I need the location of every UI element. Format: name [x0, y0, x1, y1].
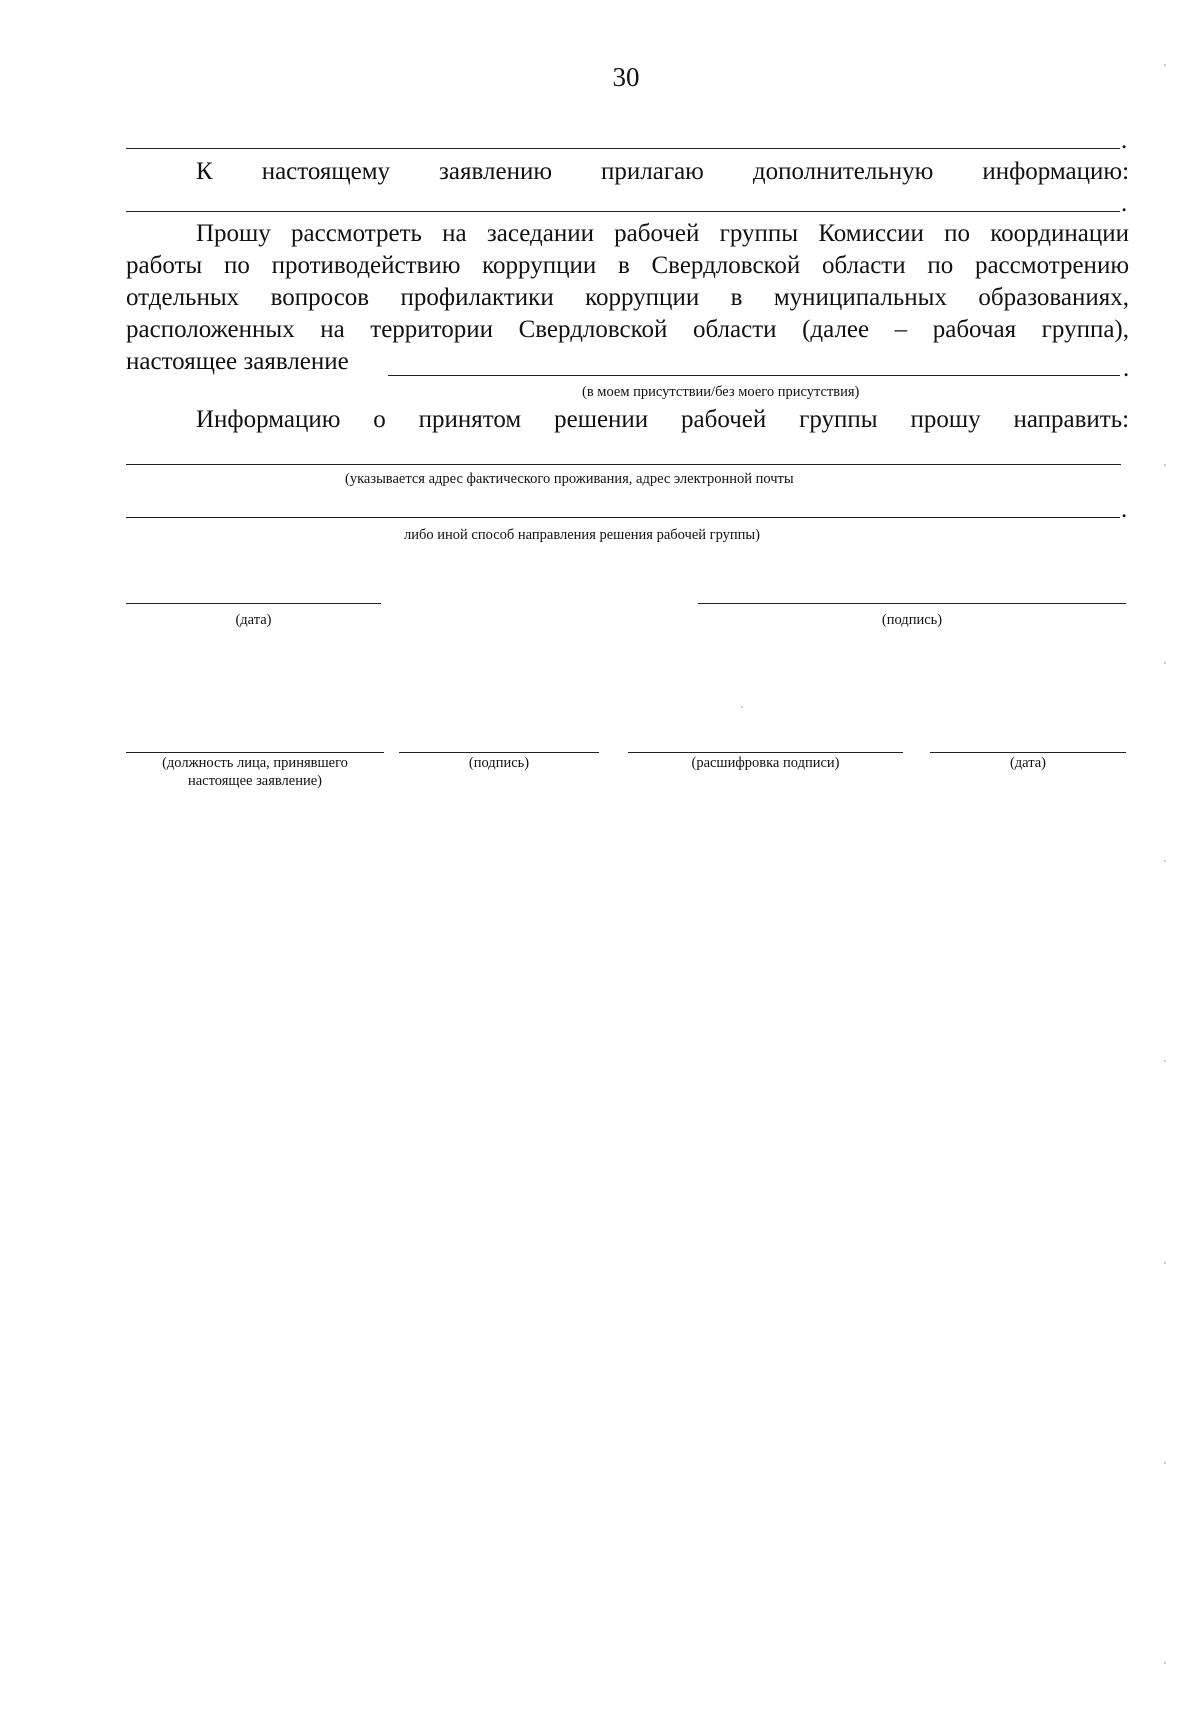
- decryption-caption: (расшифровка подписи): [691, 755, 840, 771]
- decision-word: рабочей: [681, 406, 767, 433]
- scan-speck: [1164, 1462, 1166, 1464]
- official-signature-blank-line: [399, 752, 599, 753]
- attachment-line: [196, 156, 1129, 188]
- line-end-period: .: [1123, 355, 1130, 382]
- decryption-blank-line: [628, 752, 903, 753]
- request-last-line: настоящее заявление: [126, 348, 349, 375]
- attachment-word: дополнительную: [752, 158, 934, 185]
- scan-speck: [1164, 1060, 1166, 1062]
- date-blank-line: [126, 603, 381, 604]
- decision-word: группы: [799, 406, 878, 433]
- attachment-word: информацию:: [982, 158, 1130, 185]
- page-number: 30: [612, 62, 640, 92]
- decision-info-line: [196, 404, 1129, 436]
- scan-speck: [1164, 64, 1166, 66]
- request-line: работы по противодействию коррупции в Свердловской области по рассмотрению: [126, 252, 1129, 279]
- official-signature-caption: (подпись): [468, 755, 530, 771]
- signature-caption: (подпись): [881, 612, 943, 628]
- signature-blank-line: [698, 603, 1126, 604]
- position-caption-line: (должность лица, принявшего: [162, 755, 348, 771]
- presence-blank-line: [388, 375, 1120, 376]
- decision-word: о: [373, 406, 386, 433]
- request-paragraph: [126, 218, 1129, 346]
- attachment-word: прилагаю: [601, 158, 704, 185]
- scan-speck: [1164, 662, 1166, 664]
- position-caption: [126, 754, 384, 790]
- official-date-caption: (дата): [1009, 755, 1047, 771]
- scan-speck: [1164, 1262, 1166, 1264]
- attachment-word: К: [196, 158, 213, 185]
- line-end-period: .: [1121, 127, 1128, 154]
- position-blank-line: [126, 752, 384, 753]
- scan-speck: [1164, 860, 1166, 862]
- scan-speck: [1164, 1662, 1166, 1664]
- official-date-blank-line: [930, 752, 1126, 753]
- attachment-word: заявлению: [439, 158, 552, 185]
- position-caption-line: настоящее заявление): [187, 773, 323, 789]
- request-line: расположенных на территории Свердловской области (далее – рабочая группа),: [126, 316, 1129, 343]
- presence-caption: (в моем присутствии/без моего присутствия): [582, 384, 860, 400]
- attachment-blank-line: [126, 211, 1120, 212]
- date-caption: (дата): [235, 612, 272, 628]
- scan-speck: [1164, 464, 1166, 466]
- address-caption: либо иной способ направления решения рабочей группы): [404, 527, 760, 543]
- line-end-period: .: [1121, 496, 1128, 523]
- attachment-word: настоящему: [261, 158, 391, 185]
- decision-word: решении: [554, 406, 649, 433]
- decision-word: Информацию: [196, 406, 341, 433]
- decision-word: направить:: [1013, 406, 1130, 433]
- scan-speck: [741, 706, 743, 708]
- address-blank-line: [126, 517, 1120, 518]
- line-end-period: .: [1121, 190, 1128, 217]
- request-line: отдельных вопросов профилактики коррупции в муниципальных образованиях,: [126, 284, 1129, 311]
- address-caption: (указывается адрес фактического проживания, адрес электронной почты: [345, 471, 794, 487]
- blank-line: [126, 148, 1120, 149]
- request-line: Прошу рассмотреть на заседании рабочей группы Комиссии по координации: [196, 220, 1129, 247]
- address-blank-line: [126, 464, 1121, 465]
- decision-word: принятом: [418, 406, 522, 433]
- decision-word: прошу: [910, 406, 981, 433]
